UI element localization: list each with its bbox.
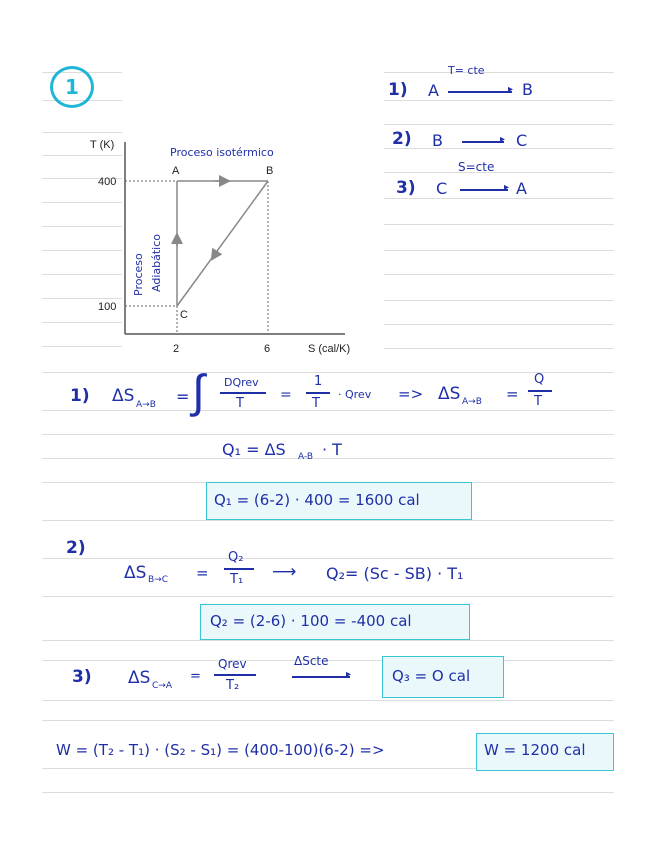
step-3-lhs: ΔS xyxy=(128,668,151,688)
step-1-line2: Q₁ = ΔS xyxy=(222,440,286,459)
step-1-line2-end: · T xyxy=(322,440,342,459)
process-2-to: C xyxy=(516,131,528,150)
step-2-rhs: Q₂= (Sc - SB) · T₁ xyxy=(326,564,464,583)
ruled-line xyxy=(384,198,614,199)
step-1-lhs: ΔS xyxy=(112,386,135,406)
ruled-line xyxy=(42,372,614,373)
step-2-lhs-sub: B→C xyxy=(148,575,168,585)
point-a-label: A xyxy=(172,165,180,177)
work-result: W = 1200 cal xyxy=(484,741,586,759)
y-axis-label: T (K) xyxy=(90,139,115,151)
y-tick-400: 400 xyxy=(98,176,117,188)
ruled-line xyxy=(42,596,614,597)
step-3-frac-bar xyxy=(214,674,256,676)
process-2-from: B xyxy=(432,131,443,150)
step-2-eq: = xyxy=(196,564,209,582)
process-3-from: C xyxy=(436,179,448,198)
process-1-from: A xyxy=(428,81,439,100)
point-b-label: B xyxy=(266,165,274,177)
ruled-line xyxy=(384,324,614,325)
process-2-arrow xyxy=(462,141,504,143)
step-3-frac-num: Qrev xyxy=(218,657,247,671)
ruled-line xyxy=(42,792,614,793)
process-1-arrow xyxy=(448,91,512,93)
ruled-line xyxy=(384,100,614,101)
ruled-line xyxy=(42,640,614,641)
ruled-line xyxy=(42,520,614,521)
process-3-arrow xyxy=(460,189,508,191)
step-1-frac2-den: T xyxy=(312,396,320,411)
step-1-qrev: · Qrev xyxy=(338,388,372,401)
ruled-line xyxy=(384,300,614,301)
process-bc-line xyxy=(177,181,268,306)
process-1-to: B xyxy=(522,80,533,99)
ruled-line xyxy=(42,410,614,411)
step-3-eq: = xyxy=(190,669,201,684)
step-1-frac1-den: T xyxy=(236,396,244,411)
point-c-label: C xyxy=(180,309,188,321)
ruled-line xyxy=(384,172,614,173)
step-2-frac-num: Q₂ xyxy=(228,550,244,565)
step-1-frac2-bar xyxy=(306,392,330,394)
process-3-to: A xyxy=(516,179,527,198)
step-1-frac2-num: 1 xyxy=(314,374,323,389)
y-tick-100: 100 xyxy=(98,301,117,313)
annotation-adiabatic-1: Proceso xyxy=(132,253,145,296)
step-1-frac3-bar xyxy=(528,390,552,392)
process-1-number: 1) xyxy=(388,80,408,100)
ruled-line xyxy=(42,132,122,133)
ruled-line xyxy=(384,274,614,275)
step-1-line2-sub: A-B xyxy=(298,452,314,462)
step-2-number: 2) xyxy=(66,538,86,558)
ruled-line xyxy=(384,148,614,149)
x-tick-6: 6 xyxy=(264,343,271,355)
step-1-result: Q₁ = (6-2) · 400 = 1600 cal xyxy=(214,491,420,509)
step-1-lhs-sub: A→B xyxy=(136,400,156,410)
step-1-frac1-num: DQrev xyxy=(224,376,259,389)
step-1-frac1-bar xyxy=(220,392,266,394)
ts-diagram xyxy=(80,134,380,364)
step-1-implies: => xyxy=(398,385,424,403)
step-1-eq: = xyxy=(176,387,190,406)
step-3-arrowhead-icon: ▸ xyxy=(346,669,352,680)
step-1-number: 1) xyxy=(70,386,90,406)
ruled-line xyxy=(384,224,614,225)
step-2-frac-bar xyxy=(224,568,254,570)
step-3-arrow-label: ΔScte xyxy=(294,654,329,668)
problem-number: 1 xyxy=(65,75,79,99)
ruled-line xyxy=(42,558,614,559)
annotation-isothermal: Proceso isotérmico xyxy=(170,146,274,159)
step-3-number: 3) xyxy=(72,667,92,687)
ruled-line xyxy=(42,700,614,701)
process-3-arrowhead-icon: ▸ xyxy=(504,182,510,193)
step-2-result: Q₂ = (2-6) · 100 = -400 cal xyxy=(210,612,412,630)
step-1-eq2: = xyxy=(280,387,292,403)
ruled-line xyxy=(384,250,614,251)
step-3-arrow xyxy=(292,676,350,678)
process-2-number: 2) xyxy=(392,129,412,149)
step-1-rhs-sub: A→B xyxy=(462,397,482,407)
step-2-frac-den: T₁ xyxy=(230,572,244,587)
process-1-condition: T= cte xyxy=(448,64,485,77)
step-3-frac-den: T₂ xyxy=(226,678,240,693)
step-2-arrow-icon: ⟶ xyxy=(272,562,297,582)
step-1-rhs-eq: = xyxy=(506,385,519,403)
ruled-line xyxy=(42,434,614,435)
x-axis-label: S (cal/K) xyxy=(308,343,351,355)
annotation-adiabatic-2: Adiabático xyxy=(150,234,163,292)
step-1-frac3-num: Q xyxy=(534,372,545,387)
ruled-line xyxy=(384,348,614,349)
step-1-rhs-lhs: ΔS xyxy=(438,384,461,404)
work-expression: W = (T₂ - T₁) · (S₂ - S₁) = (400-100)(6-2) => xyxy=(56,741,385,759)
process-bc-arrow xyxy=(214,250,218,256)
x-tick-2: 2 xyxy=(173,343,180,355)
step-2-lhs: ΔS xyxy=(124,563,147,583)
ruled-line xyxy=(384,72,614,73)
process-1-arrowhead-icon: ▸ xyxy=(508,84,514,95)
ruled-line xyxy=(384,124,614,125)
process-2-arrowhead-icon: ▸ xyxy=(500,134,506,145)
problem-number-badge xyxy=(50,66,94,108)
process-3-condition: S=cte xyxy=(458,160,495,174)
process-3-number: 3) xyxy=(396,178,416,198)
step-3-result: Q₃ = O cal xyxy=(392,667,471,685)
ruled-line xyxy=(42,720,614,721)
step-3-lhs-sub: C→A xyxy=(152,681,172,691)
integral-icon: ∫ xyxy=(192,364,205,418)
step-1-frac3-den: T xyxy=(534,394,542,409)
